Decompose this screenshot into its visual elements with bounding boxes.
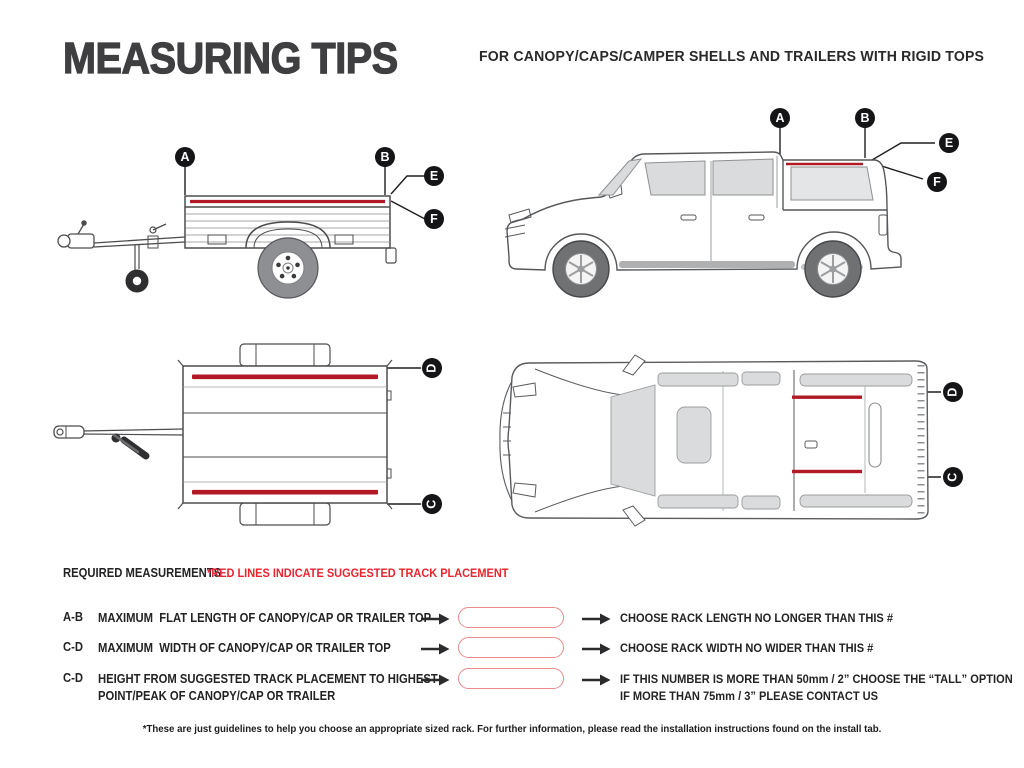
trailer-side-view-diagram (40, 118, 470, 318)
marker-f-trailer-side: F (424, 209, 444, 229)
marker-d-trailer-top: D (422, 358, 442, 378)
marker-c-trailer-top: C (422, 494, 442, 514)
measurement-desc-height: HEIGHT FROM SUGGESTED TRACK PLACEMENT TO HIGHEST POINT/PEAK OF CANOPY/CAP OR TRAILER (98, 672, 438, 703)
arrow-right-icon (421, 642, 450, 654)
truck-side-illustration (495, 95, 1000, 320)
measurement-result-width: CHOOSE RACK WIDTH NO WIDER THAN THIS # (620, 641, 874, 655)
measurement-value-field-length (458, 607, 564, 628)
measurement-value-field-width (458, 637, 564, 658)
required-measurements-label: REQUIRED MEASUREMENTS (63, 566, 222, 580)
arrow-right-icon (582, 612, 611, 624)
page-title: MEASURING TIPS (63, 34, 398, 83)
measurement-result-length: CHOOSE RACK LENGTH NO LONGER THAN THIS # (620, 611, 894, 625)
truck-top-illustration (495, 335, 1000, 535)
track-placement-line (192, 375, 378, 380)
marker-b-trailer-side: B (375, 147, 395, 167)
arrow-right-icon (421, 673, 450, 685)
marker-b-truck-side: B (855, 108, 875, 128)
arrow-right-icon (421, 612, 450, 624)
marker-d-truck-top: D (943, 382, 963, 402)
marker-e-truck-side: E (939, 133, 959, 153)
leader-lines (387, 368, 421, 504)
marker-a-trailer-side: A (175, 147, 195, 167)
measurement-ref-ab: A-B (63, 610, 83, 624)
marker-a-truck-side: A (770, 108, 790, 128)
trailer-top-illustration (40, 335, 470, 535)
arrow-right-icon (582, 642, 611, 654)
truck-side-view-diagram (495, 95, 1000, 320)
measurement-ref-height: C-D (63, 671, 83, 685)
red-lines-note: *RED LINES INDICATE SUGGESTED TRACK PLACEMENT (207, 566, 509, 580)
trailer-top-view-diagram (40, 335, 470, 535)
measurement-value-field-height (458, 668, 564, 689)
page-subtitle: FOR CANOPY/CAPS/CAMPER SHELLS AND TRAILERS WITH RIGID TOPS (479, 49, 985, 65)
trailer-side-illustration (40, 118, 470, 318)
marker-f-truck-side: F (927, 172, 947, 192)
measurement-result-height: IF THIS NUMBER IS MORE THAN 50mm / 2” CHOOSE THE “TALL” OPTION IF MORE THAN 75mm / 3” PLEASE CONTACT US (620, 672, 1013, 703)
measurement-desc-width: MAXIMUM WIDTH OF CANOPY/CAP OR TRAILER TOP (98, 641, 391, 655)
track-placement-line (792, 396, 862, 399)
marker-c-truck-top: C (943, 467, 963, 487)
measurement-desc-length: MAXIMUM FLAT LENGTH OF CANOPY/CAP OR TRAILER TOP (98, 611, 432, 625)
arrow-right-icon (582, 673, 611, 685)
measurement-ref-cd: C-D (63, 640, 83, 654)
track-placement-line (192, 490, 378, 495)
marker-e-trailer-side: E (424, 166, 444, 186)
guidelines-footnote: *These are just guidelines to help you choose an appropriate sized rack. For further information, please read the installation instructions found on the install tab. (142, 723, 882, 735)
truck-top-view-diagram (495, 335, 1000, 535)
track-placement-line (792, 470, 862, 473)
